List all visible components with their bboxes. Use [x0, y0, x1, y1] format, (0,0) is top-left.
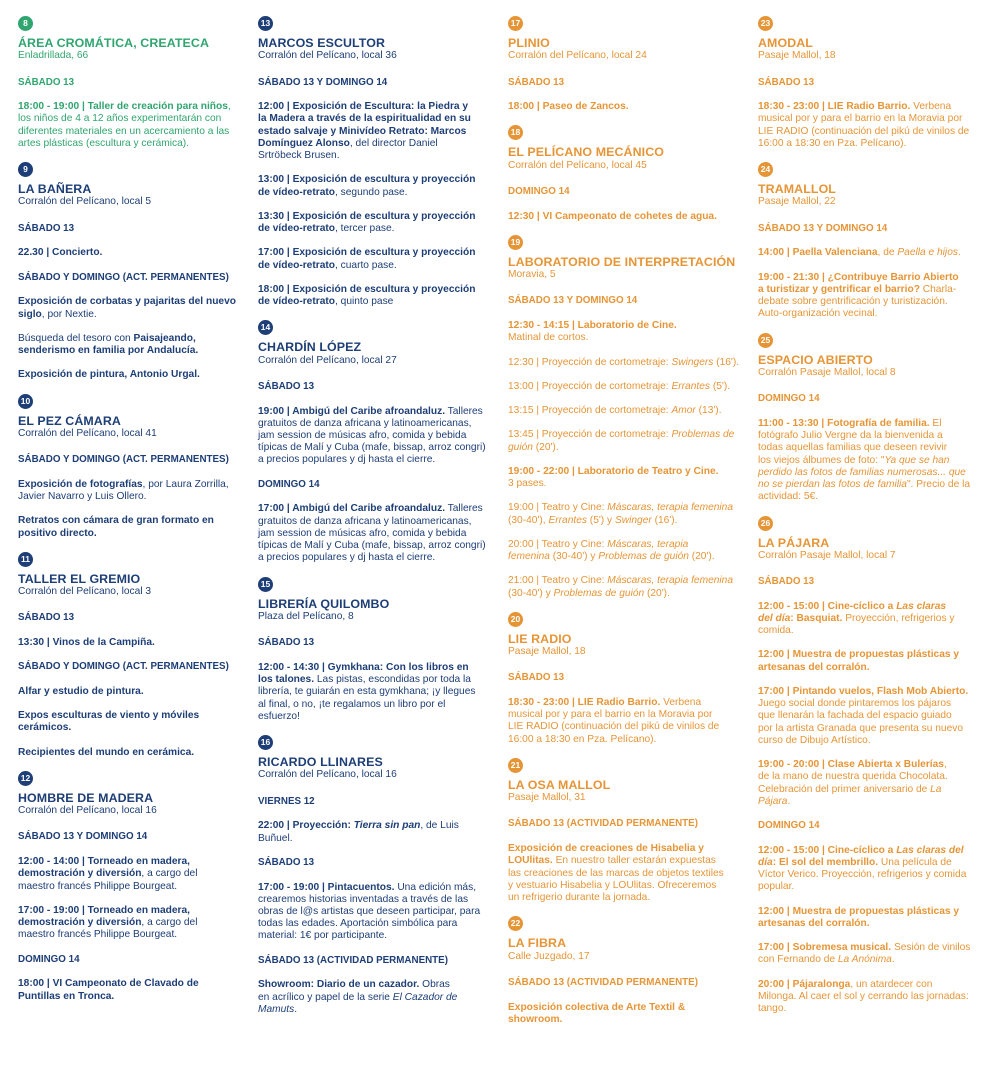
event-text: 13:15 | Proyección de cortometraje: — [508, 405, 672, 417]
event-item — [758, 979, 984, 1016]
event-item — [18, 686, 244, 698]
event-text: 20:00 | Pájaralonga — [758, 978, 851, 990]
venue-number-badge — [18, 162, 33, 177]
venue-address: Pasaje Mallol, 18 — [758, 50, 836, 62]
event-item — [258, 101, 490, 162]
venue-address: Corralón del Pelícano, local 16 — [258, 769, 397, 781]
event-item — [508, 1002, 740, 1026]
event-text: , a cargo del maestro francés Philippe Bourgeat. — [18, 868, 198, 892]
event-item — [508, 429, 740, 453]
event-text: 13:45 | Proyección de cortometraje: — [508, 429, 672, 441]
venue-number: 24 — [760, 164, 771, 175]
venue-address: Corralón del Pelícano, local 27 — [258, 354, 397, 366]
event-text: En nuestro taller estarán expuestas las creaciones de las marcas de objetos textiles y vestuario Hisabelia y LOUlitas. Ofreceremos un refrigerio durante la jornada. — [508, 855, 724, 904]
venue-number: 26 — [760, 517, 771, 528]
event-item — [508, 357, 740, 369]
event-text: Talleres gratuitos de danza africana y latinoamericanas, jam session de músicas afro, comida y bebida típicas de Malí y Cuba (mafe, bissap, arroz congri) a precios populares y dj hasta el cierre. — [258, 503, 486, 564]
venue-number-badge — [508, 16, 523, 31]
venue-name: TALLER EL GREMIO — [18, 571, 141, 586]
day-heading: SÁBADO 13 Y DOMINGO 14 — [758, 222, 888, 234]
event-text: 20:00 | Teatro y Cine: — [508, 538, 608, 550]
venue-number-badge — [758, 16, 773, 31]
day-heading: SÁBADO 13 Y DOMINGO 14 — [508, 295, 638, 307]
event-item — [18, 747, 244, 759]
event-text: 19:00 | Teatro y Cine: — [508, 502, 608, 514]
venue-block — [18, 771, 244, 1003]
event-text: (20'). — [688, 551, 715, 563]
event-text: (20'). — [644, 587, 670, 599]
venue-number-badge — [508, 612, 523, 627]
day-heading: SÁBADO 13 Y DOMINGO 14 — [18, 831, 148, 843]
event-text: El fotógrafo Julio Vergne da la bienvenida a todas aquellas familias que deseen revivir los viejos álbumes de foto: " — [758, 417, 948, 466]
day-heading: SÁBADO Y DOMINGO (ACT. PERMANENTES) — [18, 271, 229, 283]
venue-address: Calle Juzgado, 17 — [508, 950, 590, 962]
event-text: 21:00 | Teatro y Cine: — [508, 575, 608, 587]
event-item — [258, 979, 490, 1016]
event-item — [758, 247, 984, 259]
event-text: Máscaras, terapia femenina — [607, 575, 734, 587]
event-text: . — [957, 247, 961, 259]
venue-number: 11 — [21, 553, 30, 564]
event-text: 19:00 - 22:00 | Laboratorio de Teatro y Cine. — [508, 465, 719, 477]
venue-name: LIBRERÍA QUILOMBO — [258, 596, 390, 611]
event-text: 22.30 | Concierto. — [18, 247, 103, 259]
venue-block — [258, 16, 490, 308]
event-text: Matinal de cortos. — [508, 332, 589, 344]
event-text: Errantes — [548, 514, 587, 526]
event-text: Amor — [671, 405, 696, 417]
event-text: (30-40') y — [549, 551, 599, 563]
venue-address: Pasaje Mallol, 22 — [758, 196, 836, 208]
event-text: 19:00 - 21:30 | ¿Contribuye Barrio Abierto a turistizar y gentrificar el barrio? — [758, 271, 959, 295]
event-text: El Cazador de Mamuts — [258, 991, 458, 1015]
venue-block — [758, 16, 984, 150]
venue-number-badge — [18, 394, 33, 409]
event-item — [758, 686, 984, 747]
event-item — [508, 405, 740, 417]
event-item — [18, 479, 244, 503]
event-item — [508, 466, 740, 490]
venue-address: Corralón Pasaje Mallol, local 8 — [758, 366, 896, 378]
event-text: Las claras del día — [758, 600, 947, 624]
venue-address: Corralón del Pelícano, local 36 — [258, 50, 397, 62]
event-text: Problemas de guión — [553, 587, 645, 599]
event-text: Exposición de creaciones de Hisabelia y LOUlitas. — [508, 843, 704, 867]
event-text: Las claras del día — [758, 844, 964, 869]
venue-block — [758, 516, 984, 1016]
event-item — [508, 575, 740, 599]
event-text: 18:00 | Exposición de escultura y proyección de vídeo-retrato — [258, 283, 476, 308]
day-heading: SÁBADO 13 (ACTIVIDAD PERMANENTE) — [508, 976, 698, 988]
event-text: Las pistas, escondidas por toda la librería, te guiarán en esta gymkhana; ¡y llegues al final, o no, ¡te regalamos un libro por el esfuerzo! — [258, 674, 476, 722]
event-text: Búsqueda del tesoro con — [18, 332, 134, 344]
venue-number: 14 — [260, 322, 271, 333]
event-text: . — [787, 795, 791, 807]
event-text: 12:00 - 14:30 | Gymkhana: Con los libros en los talones. — [258, 661, 469, 686]
venue-block — [508, 235, 740, 600]
venue-number: 16 — [260, 737, 271, 748]
day-heading: DOMINGO 14 — [758, 820, 820, 832]
event-item — [18, 515, 244, 539]
event-text: Verbena musical por y para el barrio en la Moravia por LIE RADIO (continuación del pikú de vinilos de 16:00 a 18:30 en Pza. Pelícano). — [758, 101, 970, 149]
day-heading: DOMINGO 14 — [18, 953, 80, 965]
event-text: Alfar y estudio de pintura. — [18, 686, 144, 698]
event-text: 17:00 - 19:00 | Pintacuentos. — [258, 881, 395, 893]
event-text: (16'). — [713, 356, 740, 368]
event-text: 14:00 | Paella Valenciana — [758, 247, 878, 259]
event-text: Exposición de fotografías — [18, 478, 143, 490]
event-text: . — [294, 1003, 298, 1015]
venue-number-badge — [508, 235, 523, 250]
day-heading: SÁBADO 13 — [758, 576, 815, 587]
event-item — [758, 601, 984, 638]
event-item — [508, 502, 740, 526]
venue-name: HOMBRE DE MADERA — [18, 790, 154, 805]
day-heading: DOMINGO 14 — [758, 393, 820, 405]
event-item — [508, 211, 740, 223]
event-text: 17:00 | Sobremesa musical. — [758, 942, 892, 954]
event-text: 17:00 - 19:00 | Torneado en madera, demostración y diversión — [18, 904, 190, 929]
event-text: Exposición de pintura, Antonio Urgal. — [18, 369, 200, 381]
event-item — [758, 418, 984, 504]
event-text: Paella e hijos — [897, 247, 958, 259]
venue-address: Corralón del Pelícano, local 5 — [18, 196, 152, 208]
venue-block — [258, 735, 490, 1016]
venue-name: LABORATORIO DE INTERPRETACIÓN — [508, 254, 736, 269]
venue-address: Corralón del Pelícano, local 24 — [508, 50, 647, 62]
day-heading: SÁBADO 13 — [258, 637, 315, 649]
venue-name: ÁREA CROMÁTICA, CREATECA — [18, 36, 210, 50]
event-text: (5'). — [709, 380, 731, 392]
day-heading: SÁBADO 13 (ACTIVIDAD PERMANENTE) — [258, 954, 448, 966]
event-text: : Basquiat. — [790, 612, 843, 624]
venue-address: Moravia, 5 — [508, 269, 556, 281]
event-text: Máscaras, terapia femenina — [607, 502, 734, 514]
venue-block — [18, 16, 244, 150]
event-text: 12:00 | Exposición de Escultura: la Piedra y la Madera a través de la espiritualidad en su estado salvaje y Minivídeo Retrato: Marcos Domínguez Alonso — [258, 101, 471, 149]
event-text: (13'). — [695, 405, 722, 417]
event-text: 13:00 | Proyección de cortometraje: — [508, 380, 672, 392]
venue-name: AMODAL — [758, 36, 813, 50]
venue-address: Corralón Pasaje Mallol, local 7 — [758, 549, 896, 561]
event-item — [508, 697, 740, 746]
event-item — [258, 503, 490, 564]
day-heading: SÁBADO 13 — [508, 76, 565, 88]
event-text: Sesión de vinilos con Fernando de — [758, 942, 971, 966]
venue-number: 8 — [23, 18, 28, 28]
venue-number: 18 — [510, 127, 521, 138]
event-item — [258, 820, 490, 844]
event-text: , por Laura Zorrilla, Javier Navarro y Luis Ollero. — [18, 478, 229, 503]
venue-number-badge — [258, 735, 273, 750]
venue-number-badge — [18, 552, 33, 567]
venue-name: LA BAÑERA — [18, 182, 92, 197]
event-item — [18, 856, 244, 893]
event-text: 12:00 | Muestra de propuestas plásticas y artesanas del corralón. — [758, 649, 960, 673]
event-text: 19:00 - 20:00 | Clase Abierta x Bulerías — [758, 759, 944, 771]
event-item — [18, 101, 244, 150]
event-text: 3 pases. — [508, 478, 547, 490]
event-text: , quinto pase — [335, 296, 394, 308]
venue-number: 23 — [760, 18, 771, 28]
event-item — [258, 211, 490, 235]
event-text: ". Precio de la actividad: 5€. — [758, 479, 971, 503]
event-text: Showroom: Diario de un cazador. — [258, 979, 420, 991]
event-item — [508, 843, 740, 904]
event-text: (5') y — [586, 514, 615, 526]
event-text: Expos esculturas de viento y móviles cerámicos. — [18, 710, 200, 734]
event-text: Talleres gratuitos de danza africana y latinoamericanas, jam session de músicas afro, comida y bebida típicas de Malí y Cuba (mafe, bissap, arroz congri) a precios populares y dj hasta el cierre. — [258, 405, 486, 466]
venue-block — [18, 394, 244, 540]
event-text: 19:00 | Ambigú del Caribe afroandaluz. — [258, 405, 446, 417]
event-text: 18:30 - 23:00 | LIE Radio Barrio. — [758, 101, 911, 113]
venue-number-badge — [508, 916, 523, 931]
event-text: 11:00 - 13:30 | Fotografía de familia. — [758, 417, 930, 429]
event-text: , tercer pase. — [335, 223, 395, 235]
event-text: Retratos con cámara de gran formato en positivo directo. — [18, 515, 214, 539]
event-text: , un atardecer con Milonga. Al caer el sol y cerrando las jornadas: tango. — [758, 978, 969, 1015]
event-text: Errantes — [671, 380, 710, 392]
venue-number: 19 — [510, 236, 521, 247]
venue-block — [758, 162, 984, 320]
venue-number: 17 — [510, 18, 521, 28]
event-text: : El sol del membrillo. — [772, 857, 879, 869]
event-text: Proyección, refrigerios y comida. — [758, 612, 955, 637]
event-text: , de — [877, 247, 898, 259]
day-heading: SÁBADO 13 — [258, 856, 315, 868]
event-text: (16'). — [651, 514, 678, 526]
event-item — [758, 101, 984, 150]
event-text: 12:00 - 14:00 | Torneado en madera, demostración y diversión — [18, 856, 190, 880]
event-text: , los niños de 4 a 12 años experimentarán con diferentes materiales en un acercamiento a las artes plásticas (escultura y cerámica). — [18, 101, 231, 149]
venue-address: Enladrillada, 66 — [18, 50, 89, 62]
programme-column-2 — [258, 16, 490, 1028]
event-text: 12:30 | VI Campeonato de cohetes de agua. — [508, 210, 717, 222]
event-item — [758, 906, 984, 930]
event-text: , de Luis Buñuel. — [258, 820, 459, 844]
venue-address: Pasaje Mallol, 18 — [508, 646, 586, 657]
event-item — [18, 637, 244, 649]
day-heading: SÁBADO 13 — [18, 76, 75, 88]
day-heading: SÁBADO 13 Y DOMINGO 14 — [258, 76, 388, 88]
event-item — [758, 845, 984, 894]
venue-name: LIE RADIO — [508, 631, 572, 646]
event-item — [758, 272, 984, 321]
event-item — [508, 101, 740, 113]
programme-column-4 — [758, 16, 984, 1027]
day-heading: SÁBADO 13 — [18, 612, 75, 624]
venue-number: 15 — [260, 578, 271, 589]
venue-name: EL PELÍCANO MECÁNICO — [508, 145, 664, 160]
event-text: (20'). — [532, 441, 559, 453]
venue-address: Pasaje Mallol, 31 — [508, 792, 586, 804]
event-text: , por Nextie. — [41, 308, 97, 320]
event-item — [508, 381, 740, 393]
venue-address: Corralón del Pelícano, local 3 — [18, 586, 152, 598]
event-text: Máscaras, terapia femenina — [508, 538, 689, 563]
event-text: , del director Daniel Srtröbeck Brusen. — [258, 137, 438, 162]
venue-number: 9 — [23, 164, 28, 175]
venue-number: 22 — [510, 918, 521, 929]
venue-block — [508, 125, 740, 222]
event-text: 12:30 - 14:15 | Laboratorio de Cine. — [508, 320, 677, 332]
event-text: 18:00 | Paseo de Zancos. — [508, 101, 629, 113]
event-item — [758, 942, 984, 966]
venue-address: Plaza del Pelícano, 8 — [258, 610, 354, 622]
venue-address: Corralón del Pelícano, local 41 — [18, 427, 157, 439]
event-text: Obras en acrílico y papel de la serie — [258, 979, 450, 1003]
venue-block — [18, 162, 244, 381]
event-text: 22:00 | Proyección: — [258, 820, 354, 832]
event-text: Una película de Víctor Verico. Proyección, refrigerios y comida popular. — [758, 857, 967, 893]
event-text: 13:30 | Exposición de escultura y proyección de vídeo-retrato — [258, 210, 476, 235]
event-text: La Pájara — [758, 783, 942, 807]
event-text: Tierra sin pan — [353, 820, 421, 832]
venue-block — [508, 16, 740, 113]
event-item — [258, 284, 490, 308]
venue-number: 25 — [760, 334, 771, 345]
event-text: La Anónima — [837, 954, 892, 966]
event-text: Swingers — [671, 356, 714, 368]
venue-address: Corralón del Pelícano, local 16 — [18, 805, 157, 817]
venue-number-badge — [758, 516, 773, 531]
event-item — [258, 247, 490, 271]
programme-column-1 — [18, 16, 244, 1015]
day-heading: SÁBADO Y DOMINGO (ACT. PERMANENTES) — [18, 454, 229, 466]
venue-number-badge — [758, 162, 773, 177]
event-text: . — [891, 954, 895, 966]
event-text: Exposición de corbatas y pajaritas del nuevo siglo — [18, 296, 236, 320]
programme-column-3 — [508, 16, 740, 1038]
venue-name: TRAMALLOL — [758, 182, 836, 197]
event-text: Problemas de guión — [598, 551, 689, 563]
venue-number: 20 — [510, 613, 521, 624]
day-heading: SÁBADO 13 — [18, 222, 75, 234]
venue-name: EL PEZ CÁMARA — [18, 413, 121, 428]
event-item — [758, 759, 984, 808]
event-item — [258, 406, 490, 467]
event-text: 12:00 | Muestra de propuestas plásticas y artesanas del corralón. — [758, 905, 960, 929]
venue-name: PLINIO — [508, 36, 550, 50]
venue-number-badge — [18, 16, 33, 31]
event-text: 17:00 | Pintando vuelos, Flash Mob Abierto. — [758, 685, 969, 697]
event-text: 18:00 | VI Campeonato de Clavado de Puntillas en Tronca. — [18, 978, 199, 1002]
event-text: (30-40'), — [508, 514, 546, 526]
event-text: Paisajeando, senderismo en familia por Andalucía. — [18, 332, 199, 357]
venue-number-badge — [258, 16, 273, 31]
event-item — [18, 905, 244, 942]
venue-block — [258, 577, 490, 723]
event-text: Juego social donde pintaremos los pájaros que llenarán la fachada del espacio guiado por la artista Granada que presenta su nuevo curso de Dibujo Artístico. — [758, 698, 964, 746]
venue-name: LA FIBRA — [508, 936, 567, 951]
day-heading: SÁBADO 13 (ACTIVIDAD PERMANENTE) — [508, 818, 698, 830]
event-text: 17:00 | Ambigú del Caribe afroandaluz. — [258, 503, 446, 515]
day-heading: SÁBADO Y DOMINGO (ACT. PERMANENTES) — [18, 661, 229, 673]
event-item — [258, 662, 490, 723]
venue-name: LA OSA MALLOL — [508, 777, 611, 792]
venue-number-badge — [18, 771, 33, 786]
event-item — [508, 320, 740, 344]
venue-number-badge — [508, 758, 523, 773]
event-text: Ya que se han perdido las fotos de familias numerosas... que no se pierdan las fotos de familia — [758, 454, 966, 491]
venue-name: CHARDÍN LÓPEZ — [258, 340, 362, 355]
event-item — [258, 882, 490, 943]
venue-name: LA PÁJARA — [758, 535, 830, 550]
venue-address: Corralón del Pelícano, local 45 — [508, 159, 647, 171]
event-text: Recipientes del mundo en cerámica. — [18, 746, 195, 758]
event-text: 18:30 - 23:00 | LIE Radio Barrio. — [508, 696, 661, 708]
day-heading: SÁBADO 13 — [758, 76, 815, 88]
day-heading: SÁBADO 13 — [258, 380, 315, 392]
venue-block — [258, 320, 490, 564]
event-text: Exposición colectiva de Arte Textil & showroom. — [508, 1001, 686, 1025]
venue-block — [758, 333, 984, 504]
event-text: 13:30 | Vinos de la Campiña. — [18, 637, 155, 649]
venue-name: ESPACIO ABIERTO — [758, 352, 873, 367]
venue-number-badge — [758, 333, 773, 348]
event-item — [18, 247, 244, 259]
venue-number-badge — [508, 125, 523, 140]
event-text: Swinger — [614, 514, 652, 526]
event-item — [18, 333, 244, 357]
event-text: , cuarto pase. — [335, 259, 397, 271]
day-heading: DOMINGO 14 — [508, 185, 570, 197]
event-text: , segundo pase. — [335, 186, 408, 198]
venue-name: RICARDO LLINARES — [258, 755, 383, 770]
event-text: 17:00 | Exposición de escultura y proyección de vídeo-retrato — [258, 247, 476, 271]
event-item — [508, 539, 740, 563]
event-text: Problemas de guión — [508, 429, 735, 453]
event-item — [258, 174, 490, 198]
venue-block — [508, 758, 740, 904]
venue-block — [508, 916, 740, 1026]
event-text: Una edición más, crearemos historias inventadas a través de las obras de l@s artistas que deseen participar, para todas las edades. Aportación simbólica para material: 1€ por participante. — [258, 881, 481, 942]
day-heading: SÁBADO 13 — [508, 672, 565, 684]
event-item — [18, 978, 244, 1002]
event-text: 12:00 - 15:00 | Cine-cíclico a — [758, 600, 897, 612]
venue-number-badge — [258, 577, 273, 592]
event-text: Charla- debate sobre gentrificación y turistización. Auto-organización vecinal. — [758, 283, 957, 320]
event-item — [18, 296, 244, 320]
event-text: Verbena musical por y para el barrio en la Moravia por LIE RADIO (continuación del pikú de vinilos de 16:00 a 18:30 en Pza. Pelícano). — [508, 696, 720, 745]
event-text: 13:00 | Exposición de escultura y proyección de vídeo-retrato — [258, 174, 476, 198]
event-text: 18:00 - 19:00 | Taller de creación para niños — [18, 101, 228, 113]
venue-number: 10 — [20, 395, 31, 406]
venue-number-badge — [258, 320, 273, 335]
venue-number: 12 — [20, 772, 31, 783]
event-text: 12:00 - 15:00 | Cine-cíclico a — [758, 844, 897, 856]
event-item — [18, 710, 244, 734]
event-text: 12:30 | Proyección de cortometraje: — [508, 356, 672, 368]
event-text: , de la mano de nuestra querida Chocolata. Celebración del primer aniversario de — [758, 759, 948, 795]
event-text: (30-40') y — [508, 587, 551, 599]
venue-number: 21 — [510, 759, 521, 770]
day-heading: DOMINGO 14 — [258, 478, 320, 490]
venue-name: MARCOS ESCULTOR — [258, 36, 386, 50]
venue-number: 13 — [260, 18, 271, 28]
event-text: , a cargo del maestro francés Philippe Bourgeat. — [18, 917, 198, 941]
venue-block — [508, 612, 740, 746]
day-heading: VIERNES 12 — [258, 795, 315, 807]
event-item — [758, 649, 984, 673]
venue-block — [18, 552, 244, 759]
event-item — [18, 369, 244, 381]
